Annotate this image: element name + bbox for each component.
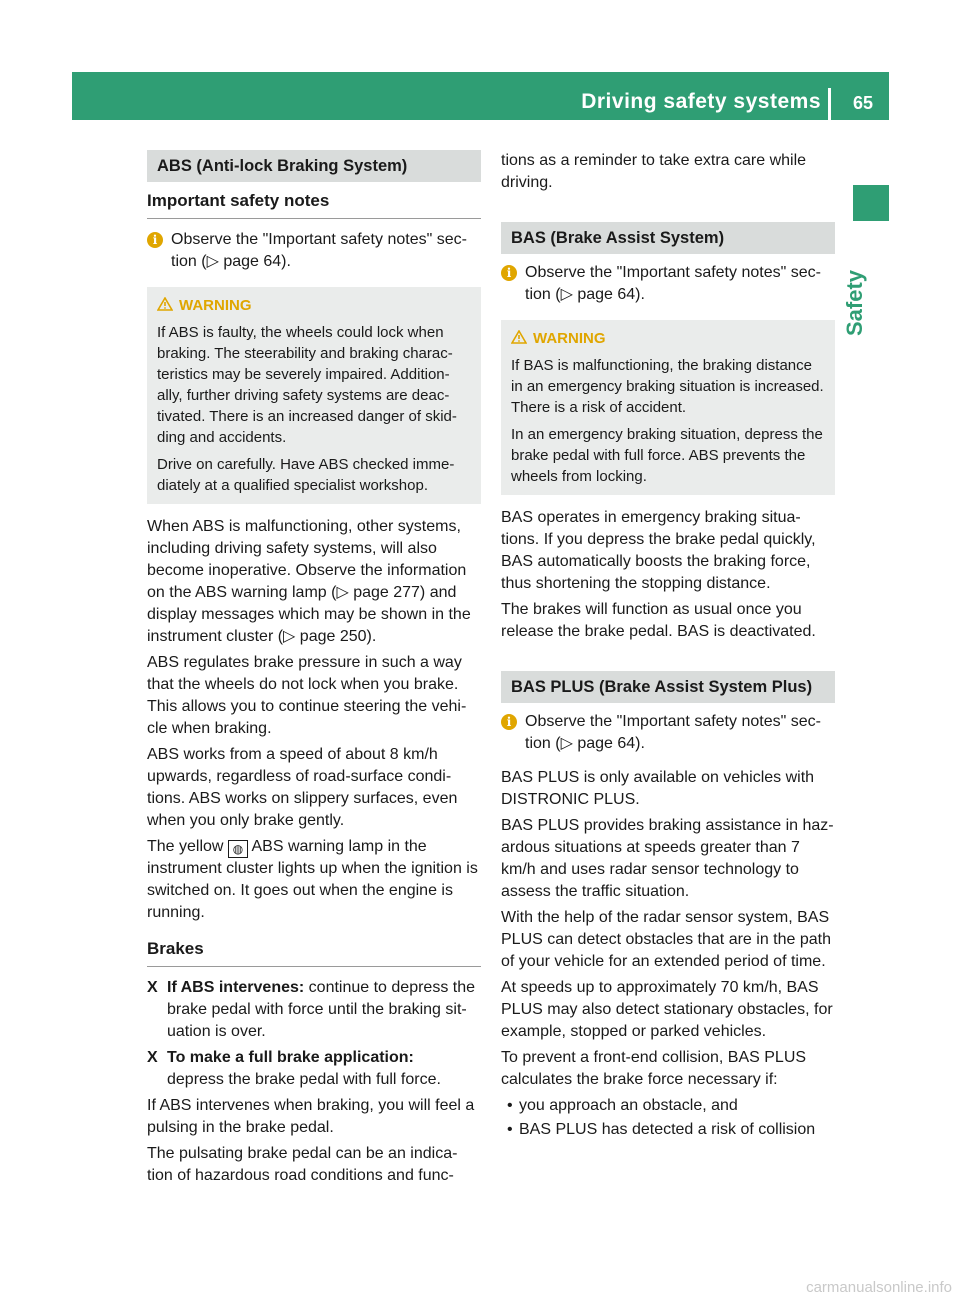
info-icon: i: [147, 232, 163, 248]
body-paragraph: BAS PLUS provides braking assistance in haz- ardous situations at speeds greater than 7 km/h and uses radar sensor technology to assess the traffic situation.: [501, 817, 834, 900]
warning-triangle-icon: [157, 297, 173, 311]
side-tab-label: Safety: [842, 269, 867, 336]
body-paragraph: To prevent a front-end collision, BAS PLUS calculates the brake force necessary if:: [501, 1049, 807, 1088]
info-note: [501, 711, 835, 755]
list-item-text: you approach an obstacle, and: [519, 1097, 738, 1114]
body-paragraph: ABS works from a speed of about 8 km/h upwards, regardless of road-surface condi- tions. ABS works on slippery surfaces, even when you only brake gently.: [147, 746, 458, 829]
info-note-text: Observe the "Important safety notes" sec- tion (▷ page 64).: [525, 264, 821, 303]
header-separator: [828, 88, 831, 120]
section-heading-bas-plus: BAS PLUS (Brake Assist System Plus): [501, 671, 835, 703]
abs-lamp-icon: ◍: [228, 840, 248, 858]
warning-text-2: Drive on carefully. Have ABS checked imme- diately at a qualified specialist workshop.: [157, 456, 455, 494]
abs-lamp-text-pre: The yellow: [147, 838, 224, 855]
warning-title-text: WARNING: [533, 330, 606, 347]
step-item: [147, 1047, 481, 1091]
warning-title-text: WARNING: [179, 297, 252, 314]
body-paragraph: When ABS is malfunctioning, other systems, including driving safety systems, will also become inoperative. Observe the information on the ABS warning lamp (▷ page 277) and display messages which may be shown in the instrument cluster (▷ page 250).: [147, 518, 471, 645]
info-note: [147, 229, 481, 273]
body-paragraph: With the help of the radar sensor system, BAS PLUS can detect obstacles that are in the path of your vehicle for an extended period of time.: [501, 909, 831, 970]
body-paragraph-abs-lamp: [147, 836, 481, 924]
step-arrow-icon: X: [147, 979, 158, 996]
step-text: depress the brake pedal with full force.: [167, 1071, 441, 1088]
body-paragraph: The brakes will function as usual once you release the brake pedal. BAS is deactivated.: [501, 601, 816, 640]
list-item: [501, 1095, 835, 1117]
warning-title: [157, 295, 471, 316]
warning-text-1: If ABS is faulty, the wheels could lock when braking. The steerability and braking charac- teristics may be severely impaired. Addition- ally, further driving safety systems are deac- tivated. There is an increased danger of skid- ding and accidents.: [157, 324, 457, 446]
running-header-title: Driving safety systems: [581, 90, 821, 113]
side-tab-marker: [853, 185, 889, 221]
info-note-text: Observe the "Important safety notes" sec- tion (▷ page 64).: [525, 713, 821, 752]
list-item: [501, 1119, 835, 1141]
warning-box: [147, 287, 481, 504]
step-arrow-icon: X: [147, 1049, 158, 1066]
step-label: To make a full brake application:: [167, 1049, 414, 1066]
warning-text-1: If BAS is malfunctioning, the braking distance in an emergency braking situation is increased. There is a risk of accident.: [511, 357, 824, 416]
left-column: [147, 150, 481, 1191]
warning-triangle-icon: [511, 330, 527, 344]
abs-lamp-text-post: ABS warning lamp in the instrument cluster lights up when the ignition is switched on. It goes out when the engine is running.: [147, 838, 478, 921]
step-text: continue to depress the brake pedal with force until the braking sit- uation is over.: [167, 979, 475, 1040]
step-item: [147, 977, 481, 1043]
info-note: [501, 262, 835, 306]
watermark: carmanualsonline.info: [806, 1279, 952, 1296]
warning-title: [511, 328, 825, 349]
info-icon: i: [501, 265, 517, 281]
warning-text-2: In an emergency braking situation, depress the brake pedal with full force. ABS prevents the wheels from locking.: [511, 426, 823, 485]
list-item-text: BAS PLUS has detected a risk of collision: [519, 1121, 816, 1138]
body-paragraph: tions as a reminder to take extra care while driving.: [501, 152, 807, 191]
subheading-safety-notes: Important safety notes: [147, 190, 481, 219]
body-paragraph: BAS operates in emergency braking situa- tions. If you depress the brake pedal quickly, BAS automatically boosts the braking force, thus shortening the stopping distance.: [501, 509, 816, 592]
body-paragraph: If ABS intervenes when braking, you will feel a pulsing in the brake pedal.: [147, 1097, 475, 1136]
subheading-brakes: Brakes: [147, 938, 481, 967]
info-note-text: Observe the "Important safety notes" sec- tion (▷ page 64).: [171, 231, 467, 270]
body-paragraph: At speeds up to approximately 70 km/h, BAS PLUS may also detect stationary obstacles, for example, stopped or parked vehicles.: [501, 979, 833, 1040]
header-bar: [72, 72, 889, 120]
bullet-icon: •: [507, 1121, 513, 1138]
body-paragraph: ABS regulates brake pressure in such a way that the wheels do not lock when you brake. This allows you to continue steering the vehi- cle when braking.: [147, 654, 467, 737]
section-heading-abs: ABS (Anti-lock Braking System): [147, 150, 481, 182]
section-heading-bas: BAS (Brake Assist System): [501, 222, 835, 254]
page-number: 65: [852, 93, 873, 113]
warning-box: [501, 320, 835, 495]
right-column: [501, 150, 835, 1143]
bullet-icon: •: [507, 1097, 513, 1114]
body-paragraph: The pulsating brake pedal can be an indica- tion of hazardous road conditions and func-: [147, 1145, 458, 1184]
step-label: If ABS intervenes:: [167, 979, 305, 996]
body-paragraph: BAS PLUS is only available on vehicles with DISTRONIC PLUS.: [501, 769, 815, 808]
info-icon: i: [501, 714, 517, 730]
